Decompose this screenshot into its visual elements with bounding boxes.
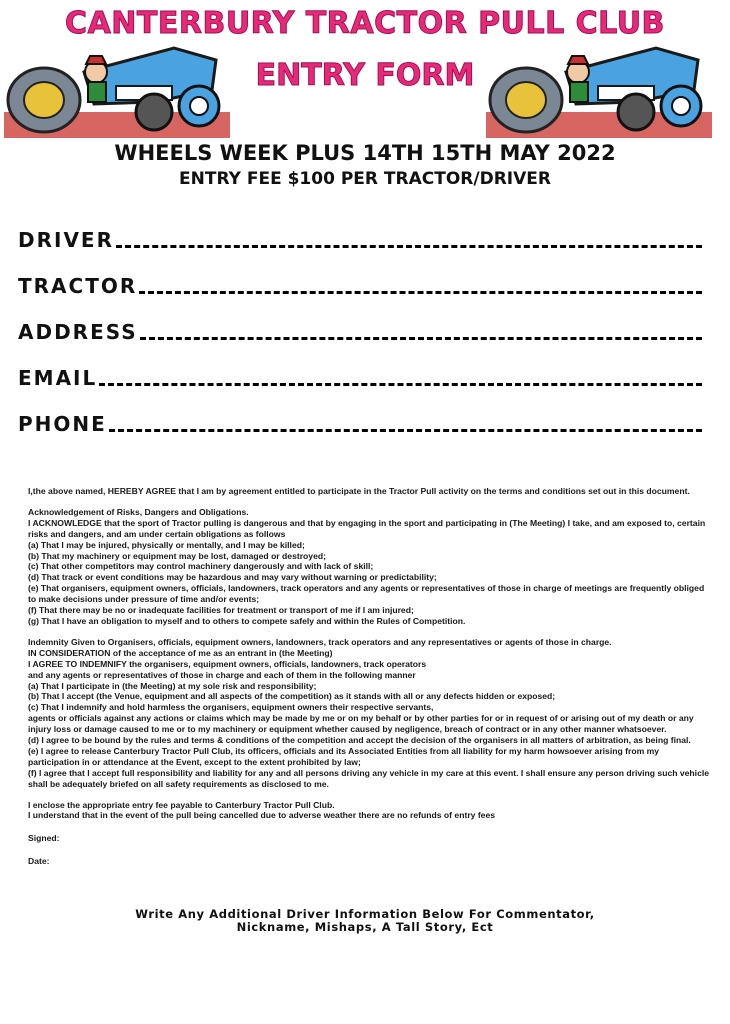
terms-line: and any agents or representatives of those in charge and each of them in the following manner	[28, 669, 416, 680]
terms-intro: I,the above named, HEREBY AGREE that I am by agreement entitled to participate in the Tractor Pull activity on the terms and conditions set out in this document.	[28, 486, 690, 496]
terms-line: (a) That I participate in (the Meeting) at my sole risk and responsibility;	[28, 680, 317, 691]
entry-fee: ENTRY FEE $100 PER TRACTOR/DRIVER	[179, 169, 551, 189]
terms-line: I AGREE TO INDEMNIFY the organisers, equipment owners, officials, landowners, track operators	[28, 658, 427, 669]
terms-line: Acknowledgement of Risks, Dangers and Obligations.	[28, 506, 249, 517]
terms-line: Indemnity Given to Organisers, officials, equipment owners, landowners, track operators and any representatives or agents of those in charge.	[28, 636, 612, 647]
address-line[interactable]	[140, 336, 702, 340]
address-field[interactable]	[18, 320, 702, 344]
terms-line: (g) That I have an obligation to myself and to others to compete safely and within the Rules of Competition.	[28, 615, 466, 626]
form-subtitle: ENTRY FORM	[255, 58, 475, 93]
phone-label: PHONE	[18, 412, 107, 436]
terms-and-conditions	[28, 486, 712, 867]
terms-line: (e) That organisers, equipment owners, officials, landowners, track operators and any agents or representatives of those in charge of meetings are frequently obliged to make decisions under pressure of time and/or events;	[28, 583, 705, 605]
terms-line: (e) I agree to release Canterbury Tractor Pull Club, its officers, officials and its Associated Entities from all liability for my harm howsoever arising from my participation in or attendance at the Event, except to the extent prohibited by law;	[28, 745, 660, 767]
terms-line: (c) That I indemnify and hold harmless the organisers, equipment owners their respective servants,	[28, 702, 434, 713]
form-title: CANTERBURY TRACTOR PULL CLUB	[65, 6, 665, 41]
terms-line: (a) That I may be injured, physically or mentally, and I may be killed;	[28, 539, 305, 550]
terms-line: (d) I agree to be bound by the rules and terms & conditions of the competition and accept the decision of the organisers in all matters of arbitration, as being final.	[28, 735, 691, 746]
email-label: EMAIL	[18, 366, 98, 390]
phone-line[interactable]	[109, 428, 702, 432]
tractor-field[interactable]	[18, 274, 702, 298]
event-dates: WHEELS WEEK PLUS 14TH 15TH MAY 2022	[114, 141, 616, 165]
driver-line[interactable]	[116, 244, 702, 248]
footer-line-1: Write Any Additional Driver Information Below For Commentator,	[135, 907, 595, 921]
terms-line: (f) That there may be no or inadequate facilities for treatment or transport of me if I am injured;	[28, 605, 414, 616]
tractor-illustration-right	[486, 42, 712, 138]
terms-line: (b) That my machinery or equipment may be lost, damaged or destroyed;	[28, 550, 326, 561]
email-line[interactable]	[99, 382, 702, 386]
terms-line: I understand that in the event of the pull being cancelled due to adverse weather there are no refunds of entry fees	[28, 810, 496, 821]
date-label: Date:	[28, 856, 50, 867]
driver-label: DRIVER	[18, 228, 114, 252]
terms-line: agents or officials against any actions or claims which may be made by me or on my behalf or by other parties for or in request of or arising out of my death or any injury loss or damage caused to me or to my machinery or equipment whether caused by negligence, breach of contract or in any other manner whatsoever.	[28, 713, 694, 735]
email-field[interactable]	[18, 366, 702, 390]
terms-line: (c) That other competitors may control machinery dangerously and with lack of skill;	[28, 561, 374, 572]
terms-line: I enclose the appropriate entry fee payable to Canterbury Tractor Pull Club.	[28, 799, 335, 810]
additional-info-note	[0, 908, 730, 934]
driver-field[interactable]	[18, 228, 702, 252]
terms-line: (b) That I accept (the Venue, equipment and all aspects of the competition) as it stands with all or any defects hidden or exposed;	[28, 691, 556, 702]
terms-line: IN CONSIDERATION of the acceptance of me as an entrant in (the Meeting)	[28, 647, 333, 658]
tractor-line[interactable]	[139, 290, 702, 294]
terms-line: (d) That track or event conditions may be hazardous and may vary without warning or predictability;	[28, 572, 437, 583]
footer-line-2: Nickname, Mishaps, A Tall Story, Ect	[236, 920, 494, 934]
tractor-illustration-left	[4, 42, 230, 138]
phone-field[interactable]	[18, 412, 702, 436]
terms-line: (f) I agree that I accept full responsibility and liability for any and all persons driving any vehicle in my care at this event. I shall ensure any person driving such vehicle shall be adequately briefed on all safety requirements as disclosed to me.	[28, 767, 710, 789]
address-label: ADDRESS	[18, 320, 138, 344]
tractor-label: TRACTOR	[18, 274, 138, 298]
signed-label: Signed:	[28, 833, 60, 844]
terms-line: I ACKNOWLEDGE that the sport of Tractor pulling is dangerous and that by engaging in the sport and participating in (The Meeting) I take, and am exposed to, certain risks and dangers, and am under certain obligations as follows	[28, 517, 706, 539]
